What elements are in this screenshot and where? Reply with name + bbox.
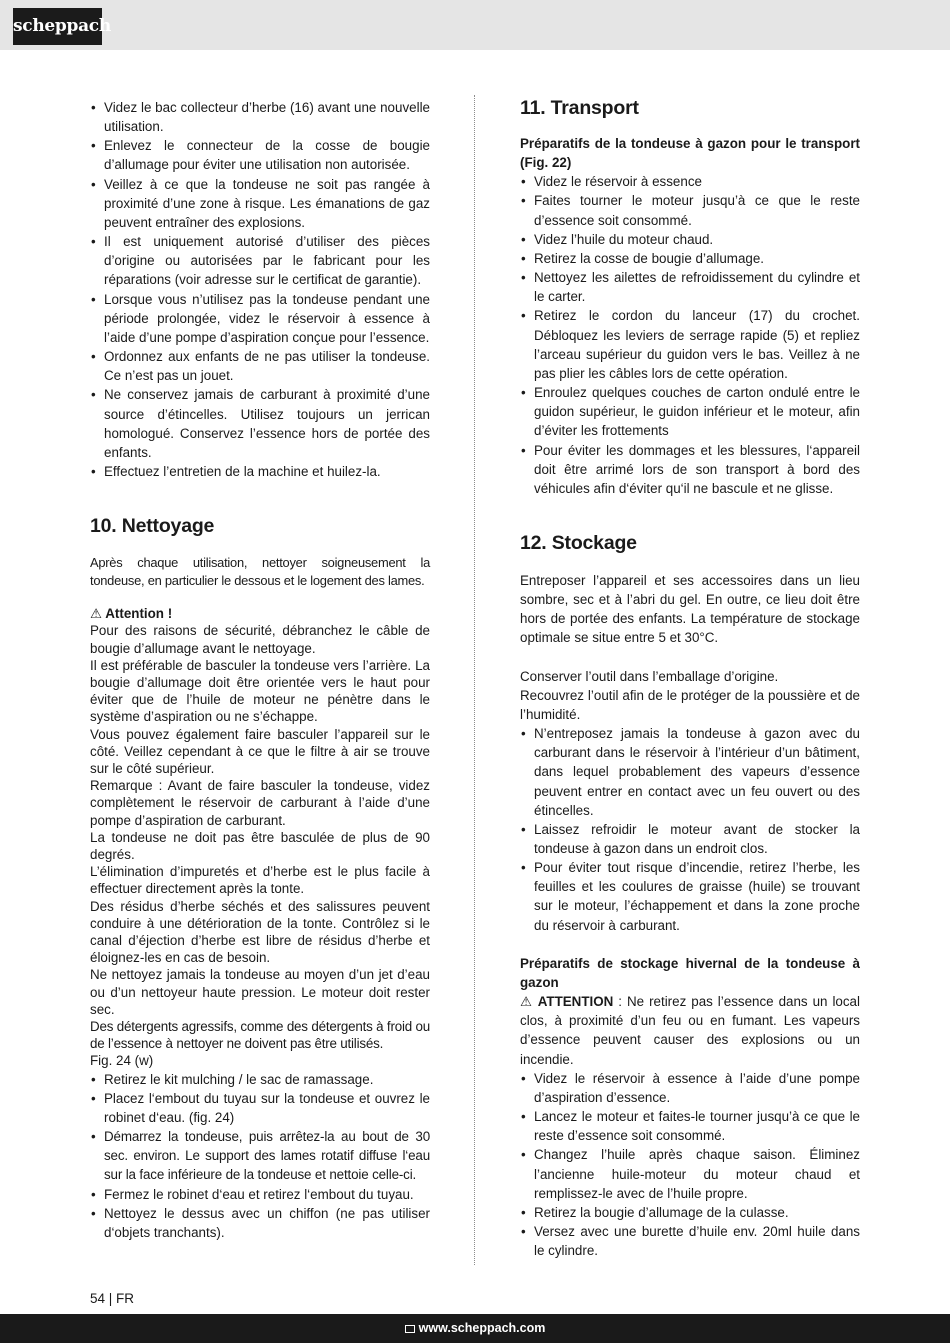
- list-item: • Videz le bac collecteur d’herbe (16) avant une nouvelle utilisation.: [90, 98, 430, 136]
- list-item: • Il est uniquement autorisé d’utiliser des pièces d’origine ou autorisées par le fabricant pour les réparations (voir adresse sur le certificat de garantie).: [90, 232, 430, 289]
- list-item: • Retirez le cordon du lanceur (17) du crochet. Débloquez les leviers de serrage rapide (5) et repliez l’arceau supérieur du guidon vers le bas. Veillez à ne pas plier les câbles lors de cette opération.: [520, 306, 860, 383]
- right-column: [520, 96, 860, 1260]
- transport-subtitle: Préparatifs de la tondeuse à gazon pour le transport (Fig. 22): [520, 136, 860, 171]
- transport-bullet-list: [520, 172, 860, 498]
- section-12-title: 12. Stockage: [520, 531, 637, 554]
- cleaning-paragraph: Il est préférable de basculer la tondeuse vers l’arrière. La bougie d’allumage doit être orientée vers le haut pour éviter que de l’huile de moteur ne pénètre dans le système d’aspiration ou ne s’échappe.: [90, 657, 430, 725]
- column-divider: [474, 95, 475, 1265]
- list-item: • N’entreposez jamais la tondeuse à gazon avec du carburant dans le réservoir à l’intérieur d’un bâtiment, dans lequel probablement des vapeurs d’essence peuvent entrer en contact avec un feu ouvert ou des étincelles.: [520, 724, 860, 820]
- list-item: • Pour éviter les dommages et les blessures, l‘appareil doit être arrimé lors de son transport à bord des véhicules afin d‘éviter qu‘il ne bascule et ne glisse.: [520, 441, 860, 498]
- storage-bullet-list: [520, 724, 860, 935]
- page-number: 54 | FR: [90, 1291, 135, 1306]
- cleaning-paragraph: La tondeuse ne doit pas être basculée de plus de 90 degrés.: [90, 829, 430, 862]
- header-bar: [0, 0, 950, 50]
- cleaning-steps-list: [90, 1070, 430, 1242]
- list-item: • Effectuez l’entretien de la machine et huilez-la.: [90, 462, 430, 481]
- section-11-title: 11. Transport: [520, 97, 639, 119]
- list-item: • Enlevez le connecteur de la cosse de bougie d’allumage pour éviter une utilisation non autorisée.: [90, 136, 430, 174]
- list-item: • Ordonnez aux enfants de ne pas utiliser la tondeuse. Ce n’est pas un jouet.: [90, 347, 430, 385]
- winter-bullet-list: [520, 1069, 860, 1261]
- list-item: • Versez avec une burette d’huile env. 20ml huile dans le cylindre.: [520, 1222, 860, 1260]
- cleaning-paragraph: Des détergents agressifs, comme des détergents à froid ou de l’essence à nettoyer ne doivent pas être utilisés.: [90, 1019, 430, 1052]
- list-item: • Démarrez la tondeuse, puis arrêtez-la au bout de 30 sec. environ. Le support des lames rotatif diffuse l‘eau sur la face inférieure de la tondeuse et nettoie celle-ci.: [90, 1127, 430, 1184]
- list-item: • Retirez la bougie d’allumage de la culasse.: [520, 1203, 860, 1222]
- left-column: [90, 98, 430, 1242]
- list-item: • Nettoyez les ailettes de refroidissement du cylindre et le carter.: [520, 268, 860, 306]
- list-item: • Placez l‘embout du tuyau sur la tondeuse et ouvrez le robinet d‘eau. (fig. 24): [90, 1089, 430, 1127]
- list-item: • Videz l’huile du moteur chaud.: [520, 230, 860, 249]
- cleaning-attention-block: [90, 605, 430, 1069]
- attention-text: : Ne retirez pas l’essence dans un local clos, à proximité d’un feu ou en fumant. Les vapeurs d’essence peuvent causer des explosions ou un incendie.: [520, 994, 860, 1067]
- list-item: • Changez l’huile après chaque saison. Éliminez l’ancienne huile-moteur du moteur chaud et remplissez-le avec de l’huile propre.: [520, 1145, 860, 1202]
- list-item: • Fermez le robinet d‘eau et retirez l‘embout du tuyau.: [90, 1185, 430, 1204]
- winter-storage-subtitle: Préparatifs de stockage hivernal de la tondeuse à gazon: [520, 955, 860, 990]
- cleaning-paragraph: L’élimination d’impuretés et d’herbe est le plus facile à effectuer directement après la tonte.: [90, 864, 430, 897]
- cleaning-paragraph: Vous pouvez également faire basculer l’appareil sur le côté. Veillez cependant à ce que le filtre à air se trouve sur le côté supérieur.: [90, 726, 430, 776]
- website-url: www.scheppach.com: [418, 1321, 546, 1335]
- list-item: • Ne conservez jamais de carburant à proximité d’une source d’étincelles. Utilisez toujours un jerrican homologué. Conservez l’essence hors de portée des enfants.: [90, 385, 430, 462]
- footer-bar: [0, 1314, 950, 1343]
- list-item: • Retirez la cosse de bougie d’allumage.: [520, 249, 860, 268]
- monitor-icon: [405, 1325, 415, 1333]
- cleaning-paragraph: Pour des raisons de sécurité, débranchez le câble de bougie d’allumage avant le nettoyage.: [90, 623, 430, 656]
- intro-bullet-list: [90, 98, 430, 481]
- list-item: • Pour éviter tout risque d’incendie, retirez l’herbe, les feuilles et les coulures de graisse (huile) se trouvant sur le moteur, l’échappement et dans la zone proche du réservoir à carburant.: [520, 858, 860, 935]
- cleaning-paragraph: Des résidus d’herbe séchés et des salissures peuvent conduire à une détérioration de la tonte. Contrôlez si le canal d’éjection d’herbe est libre de résidus d’herbe et éloignez-les en cas de besoin.: [90, 898, 430, 966]
- list-item: • Laissez refroidir le moteur avant de stocker la tondeuse à gazon dans un endroit clos.: [520, 820, 860, 858]
- cleaning-paragraph: Remarque : Avant de faire basculer la tondeuse, videz complètement le réservoir de carburant à l’aide d’une pompe d’aspiration de carburant.: [90, 778, 430, 828]
- list-item: • Faites tourner le moteur jusqu’à ce que le reste d’essence soit consommé.: [520, 191, 860, 229]
- brand-logo: scheppach: [13, 8, 102, 45]
- list-item: • Videz le réservoir à essence: [520, 172, 860, 191]
- list-item: • Videz le réservoir à essence à l’aide d’une pompe d’aspiration d’essence.: [520, 1069, 860, 1107]
- list-item: • Veillez à ce que la tondeuse ne soit pas rangée à proximité d’une zone à risque. Les émanations de gaz peuvent entraîner des explosions.: [90, 175, 430, 232]
- cleaning-paragraph: Ne nettoyez jamais la tondeuse au moyen d’un jet d’eau ou d’un nettoyeur haute pression. Le moteur doit rester sec.: [90, 967, 430, 1017]
- list-item: • Nettoyez le dessus avec un chiffon (ne pas utiliser d‘objets tranchants).: [90, 1204, 430, 1242]
- list-item: • Lancez le moteur et faites-le tourner jusqu’à ce que le reste d’essence soit consommé.: [520, 1107, 860, 1145]
- storage-paragraph: Conserver l’outil dans l’emballage d’origine.: [520, 668, 779, 684]
- website-link[interactable]: [0, 1321, 950, 1335]
- list-item: • Retirez le kit mulching / le sac de ramassage.: [90, 1070, 430, 1089]
- storage-paragraph: Recouvrez l’outil afin de le protéger de la poussière et de l’humidité.: [520, 687, 860, 722]
- figure-reference: Fig. 24 (w): [90, 1053, 154, 1069]
- cleaning-intro: Après chaque utilisation, nettoyer soigneusement la tondeuse, en particulier le dessous et le logement des lames.: [90, 555, 430, 588]
- attention-heading: ⚠ Attention !: [90, 606, 173, 622]
- list-item: • Enroulez quelques couches de carton ondulé entre le guidon supérieur, le guidon inférieur et le moteur, afin d’éviter les frottements: [520, 383, 860, 440]
- winter-attention-paragraph: [520, 992, 860, 1069]
- section-10-title: 10. Nettoyage: [90, 515, 215, 538]
- storage-paragraph: Entreposer l’appareil et ses accessoires dans un lieu sombre, sec et à l’abri du gel. En outre, ce lieu doit être hors de portée des enfants. La température de stockage optimale se situe entre 5 et 30°C.: [520, 572, 860, 646]
- list-item: • Lorsque vous n’utilisez pas la tondeuse pendant une période prolongée, videz le réservoir à essence à l’aide d’une pompe d’aspiration conçue pour l’essence.: [90, 290, 430, 347]
- attention-label: ⚠ ATTENTION: [520, 994, 614, 1010]
